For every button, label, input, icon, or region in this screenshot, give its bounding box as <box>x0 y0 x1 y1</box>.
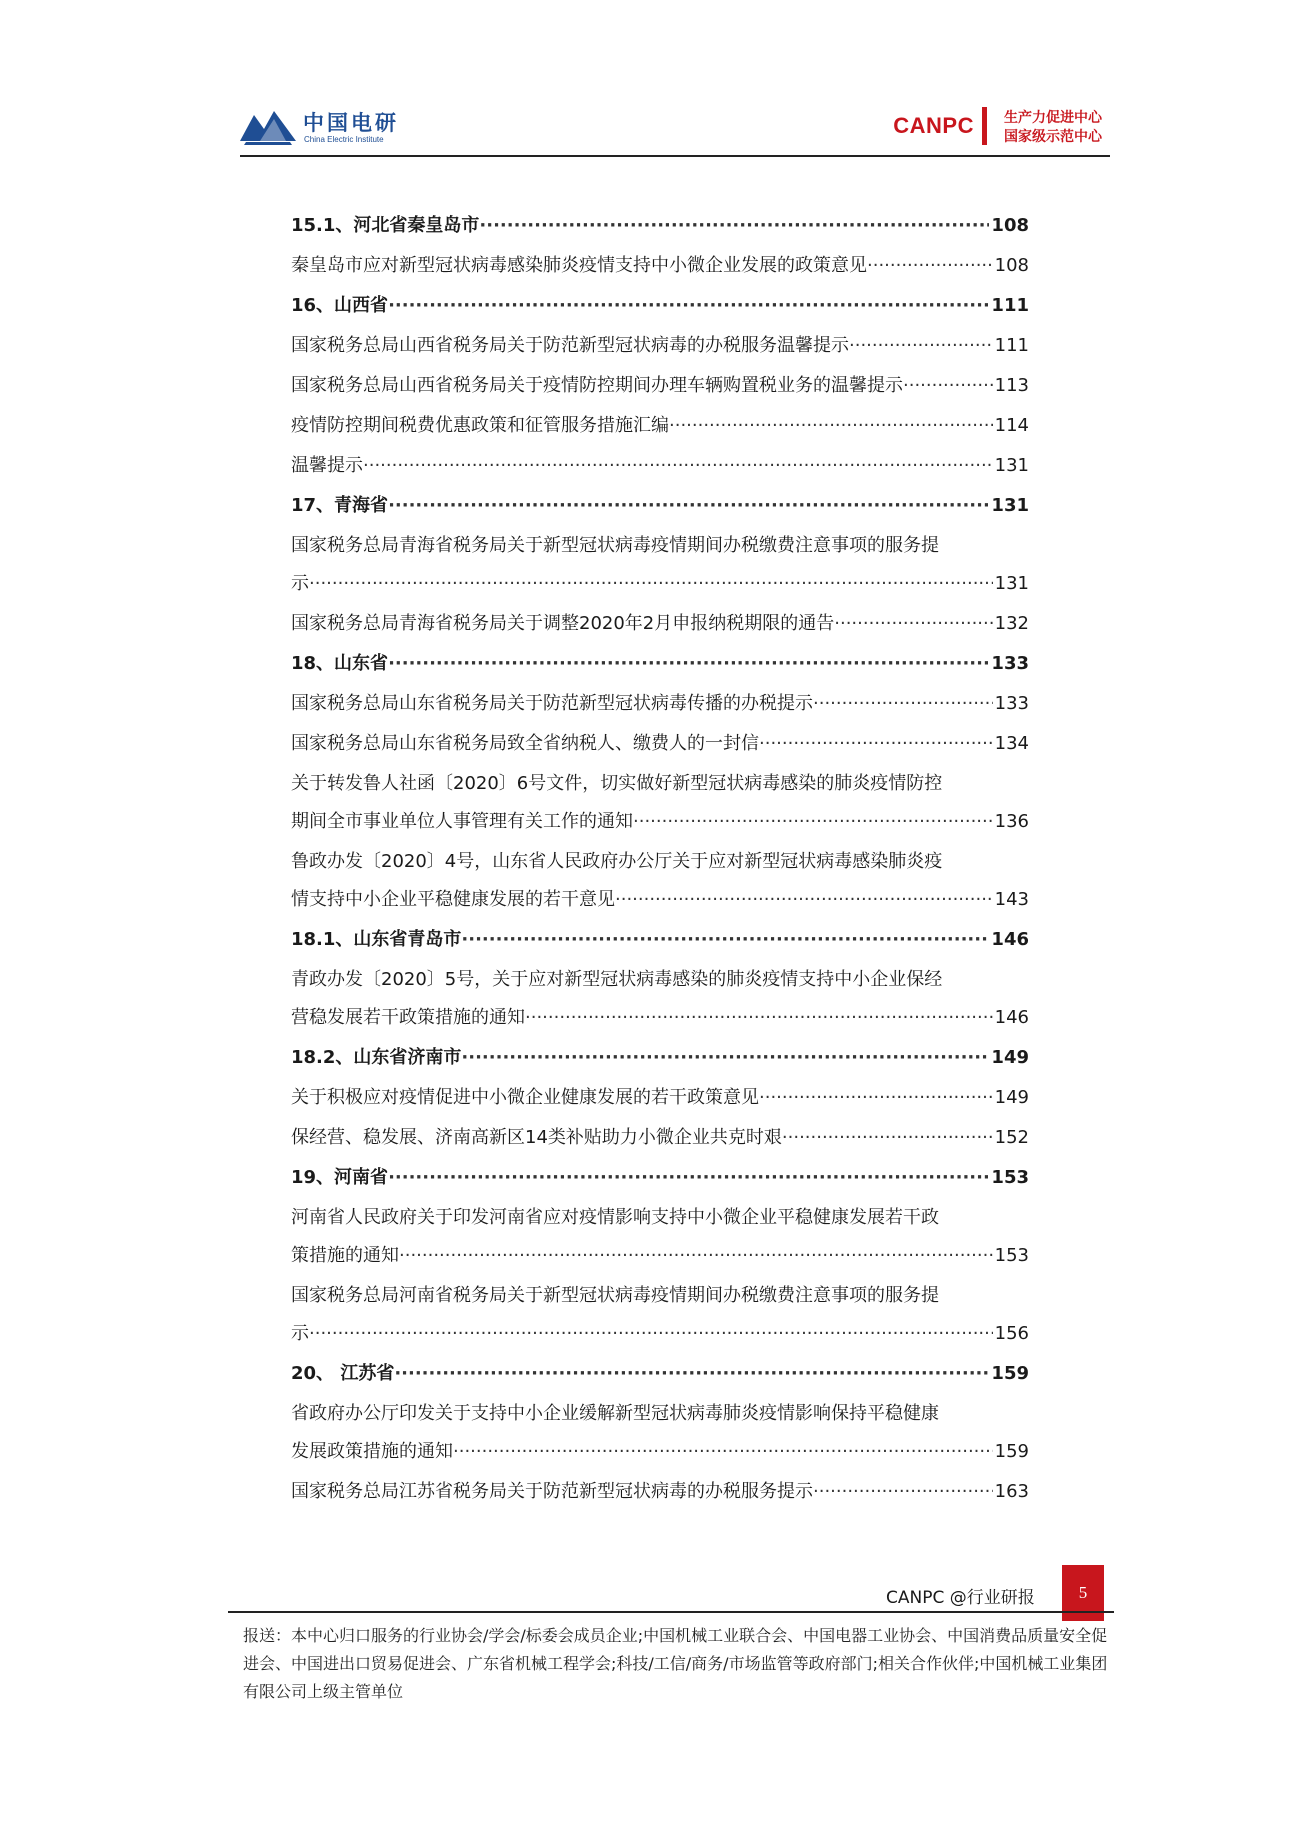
toc-entry-title-line1: 河南省人民政府关于印发河南省应对疫情影响支持中小微企业平稳健康发展若干政 <box>291 1207 939 1228</box>
canpc-subtitle-1: 生产力促进中心 <box>1004 110 1102 126</box>
toc-entry-page: 134 <box>994 733 1029 754</box>
toc-entry-page: 153 <box>994 1245 1029 1266</box>
toc-entry-page: 163 <box>994 1481 1029 1502</box>
toc-entry[interactable] <box>291 920 1029 960</box>
toc-entry-page: 159 <box>994 1441 1029 1462</box>
toc-entry[interactable] <box>291 766 1029 842</box>
toc-entry[interactable] <box>291 406 1029 446</box>
toc-entry-title: 国家税务总局山东省税务局关于防范新型冠状病毒传播的办税提示 <box>291 693 813 714</box>
toc-entry-page: 149 <box>991 1047 1029 1068</box>
dot-leader <box>479 206 989 246</box>
dot-leader <box>813 1472 993 1512</box>
dot-leader <box>388 1158 989 1198</box>
toc-entry-title: 策措施的通知 <box>291 1245 399 1266</box>
toc-entry-title: 15.1、河北省秦皇岛市 <box>291 215 480 236</box>
toc-entry[interactable] <box>291 724 1029 764</box>
toc-entry-title: 18、山东省 <box>291 653 389 674</box>
canpc-logo <box>862 107 1102 147</box>
toc-entry[interactable] <box>291 684 1029 724</box>
toc-entry-title: 疫情防控期间税费优惠政策和征管服务措施汇编 <box>291 415 669 436</box>
dot-leader <box>669 406 993 446</box>
toc-entry-title-line1: 国家税务总局青海省税务局关于新型冠状病毒疫情期间办税缴费注意事项的服务提 <box>291 535 939 556</box>
toc-entry-page: 146 <box>994 1007 1029 1028</box>
toc-entry-title: 示 <box>291 573 309 594</box>
toc-entry[interactable] <box>291 1396 1029 1472</box>
toc-entry[interactable] <box>291 366 1029 406</box>
toc-entry-title: 示 <box>291 1323 309 1344</box>
page-header <box>240 95 1110 157</box>
dot-leader <box>394 1354 989 1394</box>
toc-entry-page: 136 <box>994 811 1029 832</box>
toc-entry-title: 19、河南省 <box>291 1167 389 1188</box>
dot-leader <box>525 998 993 1038</box>
toc-entry-page: 108 <box>991 215 1029 236</box>
table-of-contents <box>291 206 1029 1512</box>
toc-entry[interactable] <box>291 644 1029 684</box>
toc-entry-title: 国家税务总局山东省税务局致全省纳税人、缴费人的一封信 <box>291 733 759 754</box>
toc-entry[interactable] <box>291 286 1029 326</box>
toc-entry[interactable] <box>291 604 1029 644</box>
toc-entry[interactable] <box>291 1118 1029 1158</box>
dot-leader <box>867 246 993 286</box>
toc-entry-title-line1: 鲁政办发〔2020〕4号，山东省人民政府办公厅关于应对新型冠状病毒感染肺炎疫 <box>291 851 943 872</box>
dot-leader <box>453 1432 993 1472</box>
toc-entry[interactable] <box>291 1354 1029 1394</box>
toc-entry[interactable] <box>291 1158 1029 1198</box>
toc-entry-page: 143 <box>994 889 1029 910</box>
toc-entry-title: 保经营、稳发展、济南高新区14类补贴助力小微企业共克时艰 <box>291 1127 782 1148</box>
toc-entry-title: 营稳发展若干政策措施的通知 <box>291 1007 525 1028</box>
toc-entry-title: 20、 江苏省 <box>291 1363 395 1384</box>
header-divider <box>240 155 1110 157</box>
toc-entry[interactable] <box>291 1078 1029 1118</box>
toc-entry[interactable] <box>291 486 1029 526</box>
toc-entry-page: 152 <box>994 1127 1029 1148</box>
toc-entry-page: 113 <box>994 375 1029 396</box>
dot-leader <box>849 326 993 366</box>
toc-entry-title: 关于积极应对疫情促进中小微企业健康发展的若干政策意见 <box>291 1087 759 1108</box>
toc-entry-page: 111 <box>994 335 1029 356</box>
dot-leader <box>759 724 993 764</box>
toc-entry-title: 秦皇岛市应对新型冠状病毒感染肺炎疫情支持中小微企业发展的政策意见 <box>291 255 867 276</box>
toc-entry-page: 149 <box>994 1087 1029 1108</box>
toc-entry-title-line1: 国家税务总局河南省税务局关于新型冠状病毒疫情期间办税缴费注意事项的服务提 <box>291 1285 939 1306</box>
toc-entry-page: 131 <box>991 495 1029 516</box>
toc-entry-page: 111 <box>991 295 1029 316</box>
toc-entry-title: 18.1、山东省青岛市 <box>291 929 462 950</box>
dot-leader <box>813 684 993 724</box>
toc-entry-title: 发展政策措施的通知 <box>291 1441 453 1462</box>
dot-leader <box>309 1314 993 1354</box>
toc-entry[interactable] <box>291 446 1029 486</box>
footer-divider <box>228 1611 1114 1613</box>
canpc-divider <box>982 107 987 145</box>
toc-entry-page: 153 <box>991 1167 1029 1188</box>
toc-entry[interactable] <box>291 326 1029 366</box>
toc-entry-page: 156 <box>994 1323 1029 1344</box>
toc-entry-title-line1: 青政办发〔2020〕5号，关于应对新型冠状病毒感染的肺炎疫情支持中小企业保经 <box>291 969 943 990</box>
toc-entry-page: 131 <box>994 455 1029 476</box>
toc-entry-title-line1: 省政府办公厅印发关于支持中小企业缓解新型冠状病毒肺炎疫情影响保持平稳健康 <box>291 1403 939 1424</box>
toc-entry-title: 情支持中小企业平稳健康发展的若干意见 <box>291 889 615 910</box>
dot-leader <box>388 486 989 526</box>
logo-chinese-name: 中国电研 <box>303 111 399 135</box>
toc-entry-page: 133 <box>994 693 1029 714</box>
dot-leader <box>363 446 993 486</box>
dot-leader <box>461 920 989 960</box>
dot-leader <box>388 286 989 326</box>
dot-leader <box>834 604 992 644</box>
toc-entry-page: 146 <box>991 929 1029 950</box>
dot-leader <box>633 802 993 842</box>
toc-entry-title: 国家税务总局山西省税务局关于疫情防控期间办理车辆购置税业务的温馨提示 <box>291 375 903 396</box>
dot-leader <box>759 1078 993 1118</box>
dot-leader <box>388 644 989 684</box>
dot-leader <box>461 1038 989 1078</box>
dot-leader <box>782 1118 993 1158</box>
toc-entry[interactable] <box>291 206 1029 246</box>
toc-entry[interactable] <box>291 962 1029 1038</box>
page-number: 5 <box>1062 1565 1104 1621</box>
mountain-logo-icon <box>240 105 296 147</box>
toc-entry-title: 18.2、山东省济南市 <box>291 1047 462 1068</box>
toc-entry-title: 16、山西省 <box>291 295 389 316</box>
logo-english-name: China Electric Institute <box>304 135 384 144</box>
toc-entry[interactable] <box>291 1038 1029 1078</box>
cei-logo <box>240 105 420 150</box>
dot-leader <box>309 564 993 604</box>
distribution-note: 报送：本中心归口服务的行业协会/学会/标委会成员企业;中国机械工业联合会、中国电器工业协会、中国消费品质量安全促进会、中国进出口贸易促进会、广东省机械工程学会;科技/工信/商务/市场监管等政府部门;相关合作伙伴;中国机械工业集团有限公司上级主管单位 <box>243 1626 1108 1701</box>
toc-entry-page: 108 <box>994 255 1029 276</box>
toc-entry-title: 国家税务总局山西省税务局关于防范新型冠状病毒的办税服务温馨提示 <box>291 335 849 356</box>
dot-leader <box>903 366 993 406</box>
toc-entry[interactable] <box>291 1200 1029 1276</box>
toc-entry-page: 114 <box>994 415 1029 436</box>
toc-entry[interactable] <box>291 1472 1029 1512</box>
canpc-text: CANPC <box>893 113 974 138</box>
toc-entry[interactable] <box>291 528 1029 604</box>
footer-label: CANPC @行业研报 <box>886 1588 1035 1608</box>
toc-entry-page: 131 <box>994 573 1029 594</box>
toc-entry-title: 17、青海省 <box>291 495 389 516</box>
toc-entry[interactable] <box>291 246 1029 286</box>
dot-leader <box>615 880 993 920</box>
toc-entry-title-line1: 关于转发鲁人社函〔2020〕6号文件，切实做好新型冠状病毒感染的肺炎疫情防控 <box>291 773 943 794</box>
canpc-subtitle-2: 国家级示范中心 <box>1004 129 1102 145</box>
toc-entry[interactable] <box>291 1278 1029 1354</box>
dot-leader <box>399 1236 993 1276</box>
toc-entry-page: 132 <box>994 613 1029 634</box>
toc-entry-title: 温馨提示 <box>291 455 363 476</box>
toc-entry-title: 国家税务总局青海省税务局关于调整2020年2月申报纳税期限的通告 <box>291 613 835 634</box>
toc-entry-page: 159 <box>991 1363 1029 1384</box>
toc-entry[interactable] <box>291 844 1029 920</box>
toc-entry-page: 133 <box>991 653 1029 674</box>
toc-entry-title: 国家税务总局江苏省税务局关于防范新型冠状病毒的办税服务提示 <box>291 1481 813 1502</box>
toc-entry-title: 期间全市事业单位人事管理有关工作的通知 <box>291 811 633 832</box>
